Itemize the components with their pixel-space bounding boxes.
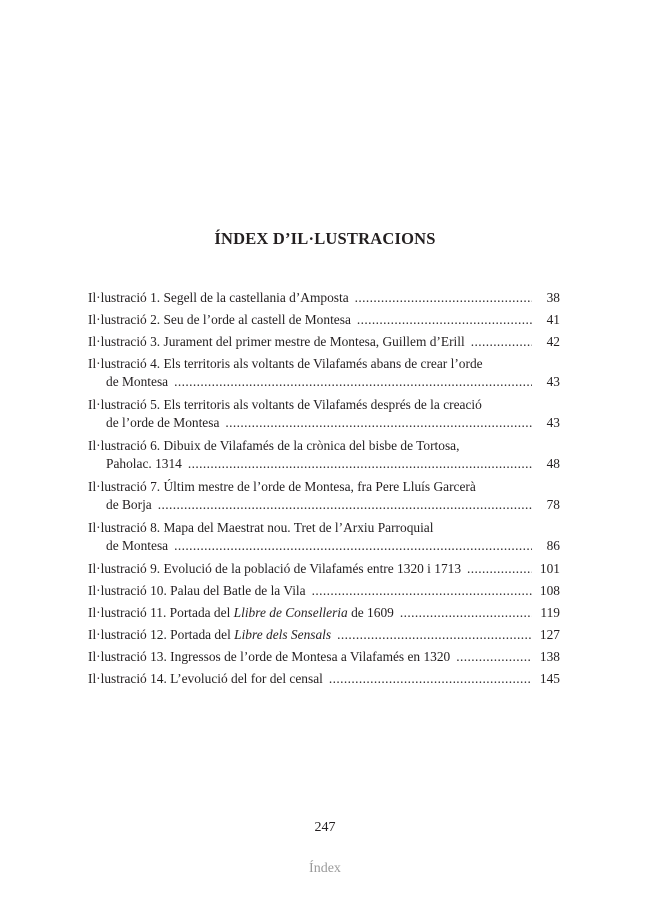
page-number: 247: [314, 820, 336, 835]
entry-label: Il·lustració 2. Seu de l’orde al castell de Montesa: [88, 312, 351, 327]
entry-label-continued: de Borja: [106, 497, 152, 512]
entry-label: Il·lustració 6. Dibuix de Vilafamés de la crònica del bisbe de Tortosa,: [88, 438, 460, 453]
page-title: ÍNDEX D’IL·LUSTRACIONS: [214, 229, 436, 248]
entry-page: 86: [546, 538, 560, 553]
dot-leader: [158, 496, 532, 514]
entry-label: [88, 626, 331, 644]
entry-page: 108: [539, 583, 560, 598]
dot-leader: [357, 311, 532, 329]
index-entry-6: [88, 437, 560, 473]
dot-leader: [467, 560, 532, 578]
entry-page: 145: [539, 671, 560, 686]
entry-page: 78: [546, 497, 560, 512]
entry-label-suffix: de 1609: [347, 605, 394, 620]
dot-leader: [174, 537, 532, 555]
dot-leader: [355, 289, 532, 307]
entry-page: 38: [546, 290, 560, 305]
entry-label: Il·lustració 1. Segell de la castellania d’Amposta: [88, 290, 349, 305]
index-entry-7: [88, 478, 560, 514]
entry-label-continued: de l’orde de Montesa: [106, 415, 220, 430]
index-entry-1: [88, 289, 560, 307]
entry-label-prefix: Il·lustració 12. Portada del: [88, 627, 235, 642]
illustrations-index: [88, 289, 560, 692]
index-entry-2: [88, 311, 560, 329]
entry-label: Il·lustració 3. Jurament del primer mestre de Montesa, Guillem d’Erill: [88, 334, 465, 349]
index-entry-14: [88, 670, 560, 688]
entry-label: Il·lustració 5. Els territoris als voltants de Vilafamés després de la creació: [88, 397, 482, 412]
dot-leader: [400, 604, 532, 622]
index-entry-4: [88, 355, 560, 391]
entry-label-italic-title: Libre dels Sensals: [234, 627, 332, 642]
entry-label: Il·lustració 10. Palau del Batle de la Vila: [88, 583, 306, 598]
dot-leader: [174, 373, 532, 391]
entry-page: 42: [546, 334, 560, 349]
entry-page: 41: [546, 312, 560, 327]
index-entry-13: [88, 648, 560, 666]
dot-leader: [188, 455, 532, 473]
dot-leader: [312, 582, 532, 600]
dot-leader: [329, 670, 532, 688]
entry-label-continued: de Montesa: [106, 374, 169, 389]
entry-label-italic-title: Llibre de Conselleria: [233, 605, 348, 620]
entry-label: Il·lustració 14. L’evolució del for del censal: [88, 671, 323, 686]
entry-label-prefix: Il·lustració 11. Portada del: [88, 605, 234, 620]
index-entry-9: [88, 560, 560, 578]
entry-label: Il·lustració 7. Últim mestre de l’orde de Montesa, fra Pere Lluís Garcerà: [88, 479, 476, 494]
index-entry-12: [88, 626, 560, 644]
entry-label: Il·lustració 8. Mapa del Maestrat nou. Tret de l’Arxiu Parroquial: [88, 520, 434, 535]
dot-leader: [456, 648, 532, 666]
entry-label-continued: de Montesa: [106, 538, 169, 553]
dot-leader: [471, 333, 532, 351]
entry-page: 43: [546, 374, 560, 389]
entry-page: 127: [539, 627, 560, 642]
entry-page: 48: [546, 456, 560, 471]
entry-label: Il·lustració 4. Els territoris als voltants de Vilafamés abans de crear l’orde: [88, 356, 483, 371]
dot-leader: [225, 414, 532, 432]
index-entry-8: [88, 519, 560, 555]
index-entry-5: [88, 396, 560, 432]
running-footer: Índex: [309, 861, 341, 876]
entry-label: Il·lustració 9. Evolució de la població de Vilafamés entre 1320 i 1713: [88, 561, 462, 576]
dot-leader: [337, 626, 532, 644]
entry-page: 119: [540, 605, 560, 620]
entry-page: 101: [539, 561, 560, 576]
index-entry-11: [88, 604, 560, 622]
index-entry-10: [88, 582, 560, 600]
entry-page: 138: [539, 649, 560, 664]
entry-label: Il·lustració 13. Ingressos de l’orde de Montesa a Vilafamés en 1320: [88, 649, 451, 664]
entry-page: 43: [546, 415, 560, 430]
entry-label-continued: Paholac. 1314: [106, 456, 182, 471]
index-entry-3: [88, 333, 560, 351]
entry-label: [88, 604, 394, 622]
